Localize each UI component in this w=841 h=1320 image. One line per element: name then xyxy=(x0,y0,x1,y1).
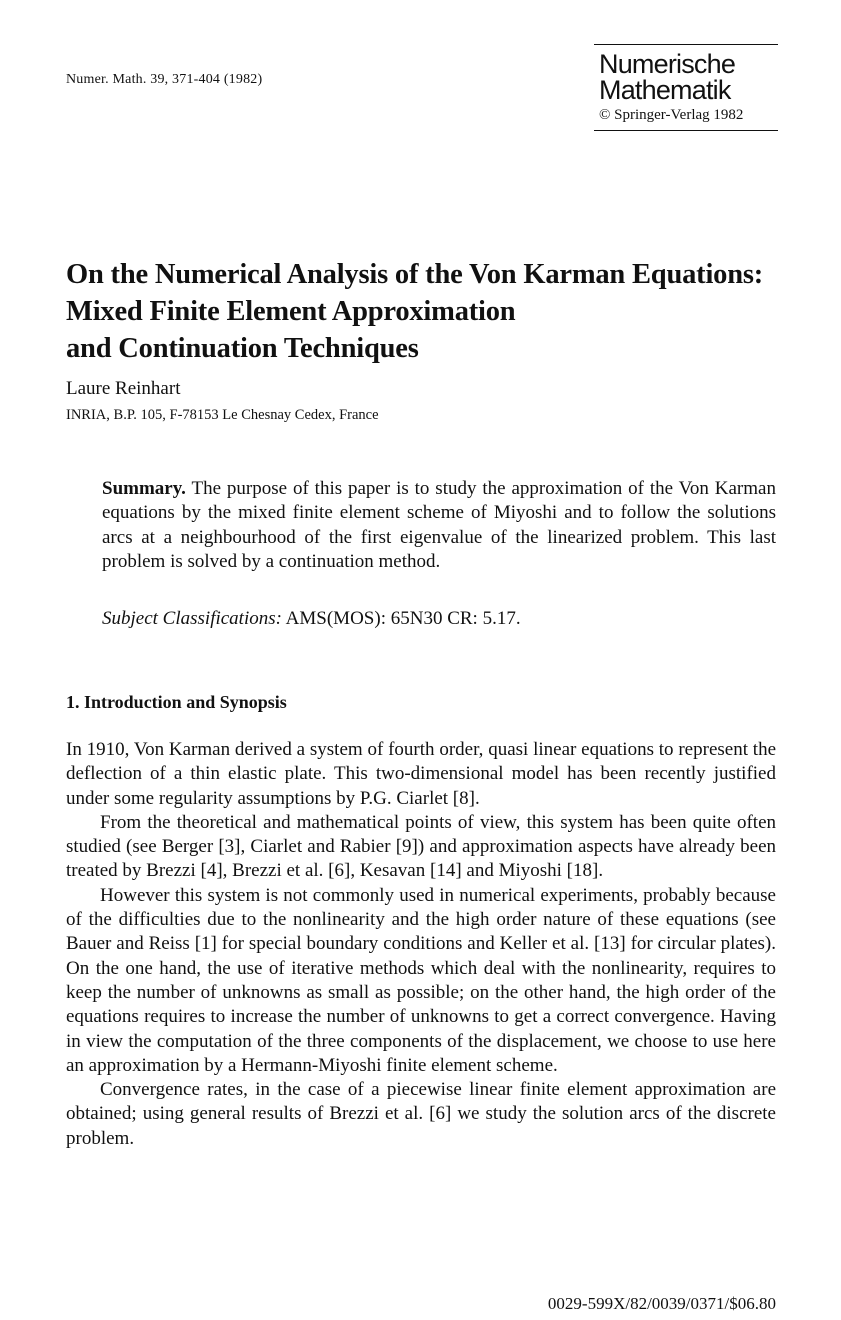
summary-abstract xyxy=(102,477,776,574)
summary-label: Summary. xyxy=(102,478,186,499)
section-heading: 1. Introduction and Synopsis xyxy=(66,692,287,712)
copyright-notice: © Springer-Verlag 1982 xyxy=(599,107,744,123)
body-paragraph-3: However this system is not commonly used in numerical experiments, probably because of the difficulties due to the nonlinearity and the high order nature of these equations (see Bauer and Reiss [1] for special boundary conditions and Keller et al. [13] for circular plates). On the one hand, the use of iterative methods which deal with the nonlinearity, requires to keep the number of unknowns as small as possible; on the other hand, the high order of the equations requires to increase the number of unknowns to get a correct convergence. Having in view the computation of the three components of the displacement, we choose to use here an approximation by a Hermann-Miyoshi finite element scheme. xyxy=(66,884,776,1076)
journal-masthead xyxy=(594,44,778,131)
author-name: Laure Reinhart xyxy=(66,378,181,399)
masthead-bottom-rule xyxy=(594,130,778,131)
journal-name-line1: Numerische xyxy=(599,49,736,79)
classification-value: AMS(MOS): 65N30 CR: 5.17. xyxy=(285,608,521,629)
classification-label: Subject Classifications: xyxy=(102,608,282,629)
journal-citation: Numer. Math. 39, 371-404 (1982) xyxy=(66,72,263,87)
body-paragraph-4: Convergence rates, in the case of a piecewise linear finite element approximation are obtained; using general results of Brezzi et al. [6] we study the solution arcs of the discrete problem. xyxy=(66,1079,776,1149)
masthead-top-rule xyxy=(594,44,778,45)
title-line-1: On the Numerical Analysis of the Von Karman Equations: xyxy=(66,259,764,290)
summary-text: The purpose of this paper is to study the approximation of the Von Karman equations by the mixed finite element scheme of Miyoshi and to follow the solutions arcs at a neighbourhood of the first eigenvalue of the linearized problem. This last problem is solved by a continuation method. xyxy=(102,478,776,572)
footer-code: 0029-599X/82/0039/0371/$06.80 xyxy=(547,1294,776,1313)
title-line-2: Mixed Finite Element Approximation xyxy=(66,296,516,327)
journal-name xyxy=(594,51,778,103)
paper-title xyxy=(66,256,786,367)
journal-name-line2: Mathematik xyxy=(599,75,731,105)
subject-classifications xyxy=(102,608,521,630)
author-affiliation: INRIA, B.P. 105, F-78153 Le Chesnay Cedex, France xyxy=(66,407,379,423)
section-body xyxy=(66,738,776,1151)
body-paragraph-2: From the theoretical and mathematical points of view, this system has been quite often studied (see Berger [3], Ciarlet and Rabier [9]) and approximation aspects have already been treated by Brezzi [4], Brezzi et al. [6], Kesavan [14] and Miyoshi [18]. xyxy=(66,811,776,882)
title-line-3: and Continuation Techniques xyxy=(66,333,419,364)
body-paragraph-1: In 1910, Von Karman derived a system of fourth order, quasi linear equations to represent the deflection of a thin elastic plate. This two-dimensional model has been recently justified under some regularity assumptions by P.G. Ciarlet [8]. xyxy=(66,739,776,809)
